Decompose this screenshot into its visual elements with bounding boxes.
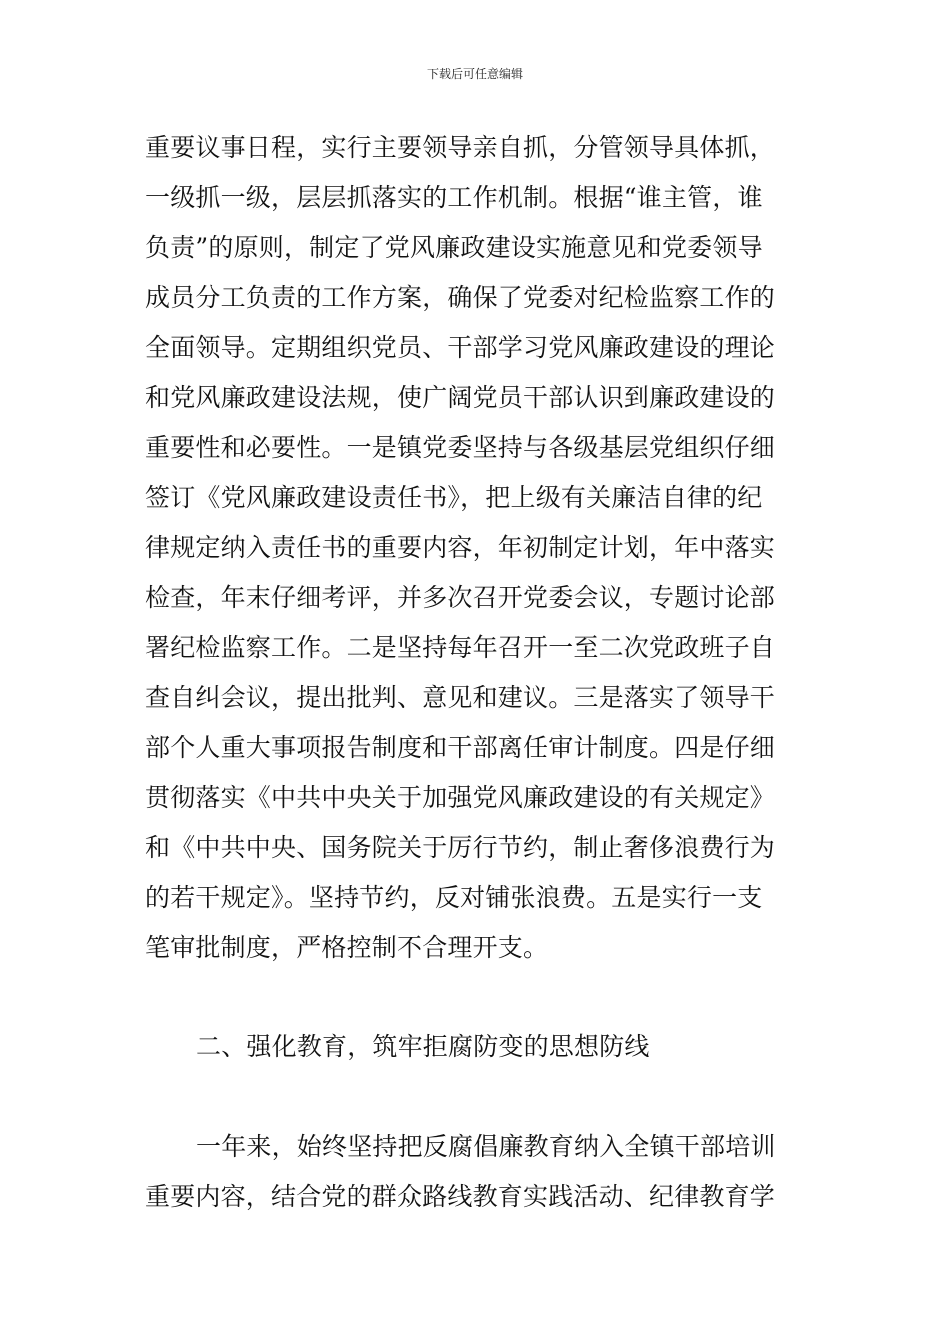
text-line: 重要性和必要性。一是镇党委坚持与各级基层党组织仔细 bbox=[145, 433, 776, 462]
text-line: 律规定纳入责任书的重要内容，年初制定计划，年中落实 bbox=[145, 533, 776, 562]
text-line: 笔审批制度，严格控制不合理开支。 bbox=[145, 933, 549, 962]
text-line: 一级抓一级，层层抓落实的工作机制。根据“谁主管，谁 bbox=[145, 183, 763, 212]
section-heading: 二、强化教育，筑牢拒腐防变的思想防线 bbox=[196, 1032, 650, 1061]
text-line: 署纪检监察工作。二是坚持每年召开一至二次党政班子自 bbox=[145, 633, 776, 662]
text-line: 部个人重大事项报告制度和干部离任审计制度。四是仔细 bbox=[145, 733, 776, 762]
text-line: 重要内容，结合党的群众路线教育实践活动、纪律教育学 bbox=[145, 1182, 776, 1211]
text-line: 查自纠会议，提出批判、意见和建议。三是落实了领导干 bbox=[145, 683, 776, 712]
text-line: 的若干规定》。坚持节约，反对铺张浪费。五是实行一支 bbox=[145, 883, 763, 912]
text-line: 签订《党风廉政建设责任书》，把上级有关廉洁自律的纪 bbox=[145, 483, 763, 512]
text-line: 负责”的原则，制定了党风廉政建设实施意见和党委领导 bbox=[145, 233, 763, 262]
text-line: 一年来，始终坚持把反腐倡廉教育纳入全镇干部培训 bbox=[196, 1132, 776, 1161]
text-line: 成员分工负责的工作方案，确保了党委对纪检监察工作的 bbox=[145, 283, 776, 312]
text-line: 和党风廉政建设法规，使广阔党员干部认识到廉政建设的 bbox=[145, 383, 776, 412]
text-line: 贯彻落实《中共中央关于加强党风廉政建设的有关规定》 bbox=[145, 783, 776, 812]
text-line: 重要议事日程，实行主要领导亲自抓，分管领导具体抓， bbox=[145, 133, 776, 162]
text-line: 检查，年末仔细考评，并多次召开党委会议，专题讨论部 bbox=[145, 583, 776, 612]
page-header: 下载后可任意编辑 bbox=[426, 67, 523, 81]
text-line: 全面领导。定期组织党员、干部学习党风廉政建设的理论 bbox=[145, 333, 776, 362]
text-line: 和《中共中央、国务院关于厉行节约，制止奢侈浪费行为 bbox=[145, 833, 776, 862]
